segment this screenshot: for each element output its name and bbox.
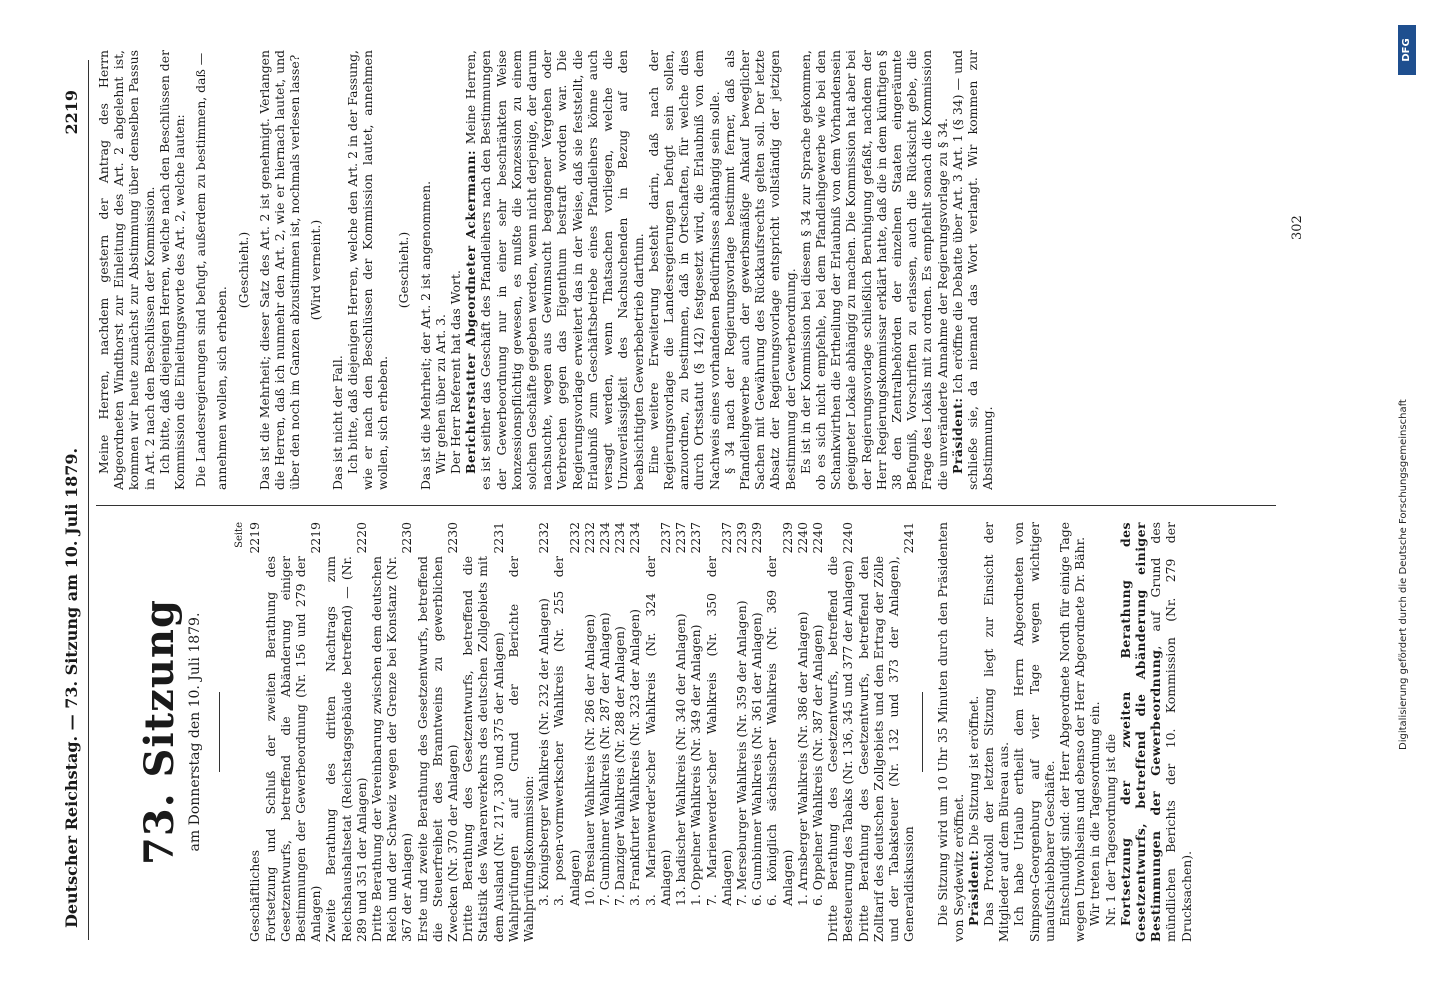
paragraph-text: (Wird verneint.) bbox=[308, 219, 324, 321]
toc-entry-title: 6. königlich sächsischer Wahlkreis (Nr. 369 der Anlagen) bbox=[764, 556, 795, 906]
speaker-name: Präsident: bbox=[949, 397, 965, 474]
speaker-name: Fortsetzung der zweiten Berathung des Gesetzentwurfs, betreffend die Abänderung einiger Bestimmungen der Gewerbeordnung bbox=[1117, 522, 1164, 942]
toc-entry bbox=[764, 522, 794, 942]
toc-entry-page: 2239 bbox=[733, 522, 749, 554]
paragraph-text: (Geschieht.) bbox=[396, 231, 412, 309]
dfg-logo: DFG bbox=[1398, 25, 1416, 75]
paragraph-text: Ich bitte, daß diejenigen Herren, welche den Art. 2 in der Fassung, wie er nach den Beschlüssen der Kommission lautet, annehmen wollen, sich erheben. bbox=[344, 50, 391, 490]
paragraph-text: Die Sitzung wird um 10 Uhr 35 Minuten durch den Präsidenten von Seydewitz eröffnet. bbox=[935, 522, 966, 942]
paragraph-text: , auf Grund des mündlichen Berichts der 10. Kommission (Nr. 279 der Drucksachen). bbox=[1148, 522, 1194, 942]
toc-entry bbox=[795, 522, 810, 942]
toc-entry-title: Dritte Berathung des Gesetzentwurfs, betreffend die Besteuerung des Tabaks (Nr. 136, 345 und 377 der Anlagen) bbox=[825, 556, 856, 942]
paragraph-text: Nr. 1 der Tagesordnung ist die bbox=[1102, 733, 1118, 926]
toc-entry-page: 2237 bbox=[718, 522, 734, 554]
body-paragraph bbox=[418, 50, 433, 490]
toc-entry-page: 2237 bbox=[688, 522, 704, 554]
toc-entry bbox=[460, 522, 506, 942]
toc-entry bbox=[263, 522, 324, 942]
toc-entry-title: 3. Königsberger Wahlkreis (Nr. 232 der Anlagen) bbox=[536, 598, 552, 906]
speaker-name: Berichterstatter Abgeordneter Ackermann: bbox=[463, 149, 479, 474]
toc-entry bbox=[536, 522, 551, 942]
toc-entry bbox=[810, 522, 825, 942]
session-title: 73. Sitzung bbox=[136, 599, 183, 865]
paragraph-text: Meine Herren, es ist seither das Geschäft des Pfandleihers nach den Bestimmungen der Gewerbeordnung nur in einer sehr beschränkten Weise konzessionspflichtig gewesen, es mußte die Konzession zu einem solchen Geschäfte gegeben werden, wenn nicht derjenige, der darum nachsuchte, wegen aus Gewinnsucht begangener Vergehen oder Verbrechen gegen das Eigenthum bestraft worden war. Die Regierungsvorlage erweitert das in der Weise, daß sie feststellt, die Erlaubniß zum Geschäftsbetriebe eines Pfandleihers könne auch versagt werden, wenn Thatsachen vorliegen, welche die Unzuverlässigkeit des Nachsuchenden in Bezug auf den beabsichtigten Gewerbebetrieb darthun. bbox=[463, 50, 646, 490]
body-paragraph bbox=[1118, 522, 1194, 942]
toc-entry-title: 7. Danziger Wahlkreis (Nr. 288 der Anlagen) bbox=[612, 626, 628, 906]
toc-entry bbox=[673, 522, 688, 942]
paragraph-text: Wir treten in die Tagesordnung ein. bbox=[1087, 701, 1103, 926]
paragraph-text: Meine Herren, nachdem gestern der Antrag des Herrn Abgeordneten Windthorst zur Einleitung des Art. 2 abgelehnt ist, kommen wir heute zunächst zur Abstimmung über denselben Passus in Art. 2 nach den Beschlüssen der Kommission. bbox=[96, 50, 157, 490]
toc-entry-page: 2230 bbox=[445, 522, 461, 554]
toc-entry-title: Geschäftliches bbox=[247, 850, 263, 942]
paragraph-text: Ich bitte, daß diejenigen Herren, welche nach den Beschlüssen der Kommission die Einleitungsworte des Art. 2, welche lauten: bbox=[156, 50, 188, 490]
toc-page-label: Seite bbox=[234, 522, 246, 548]
toc-entry-page: 2240 bbox=[809, 522, 825, 554]
body-paragraph bbox=[236, 50, 251, 490]
toc-entry-title: 1. Oppelner Wahlkreis (Nr. 349 der Anlagen) bbox=[688, 624, 704, 906]
sheet-signature: 302 bbox=[1290, 215, 1305, 240]
toc-entry-title: 7. Merseburger Wahlkreis (Nr. 359 der Anlagen) bbox=[733, 600, 749, 906]
toc-entry bbox=[582, 522, 597, 942]
body-paragraph bbox=[396, 50, 411, 490]
toc-entry-page: 2230 bbox=[399, 522, 415, 554]
toc-entry bbox=[704, 522, 734, 942]
paragraph-text: Das ist die Mehrheit; der Art. 2 ist angenommen. bbox=[417, 180, 433, 490]
toc-rule bbox=[922, 692, 923, 772]
toc-entry-page: 2240 bbox=[794, 522, 810, 554]
body-paragraph bbox=[1011, 522, 1057, 942]
paragraph-text: § 34 nach der Regierungsvorlage bestimmt ferner, daß als Pfandleihgewerbe auch der gewerbsmäßige Ankauf beweglicher Sachen mit Gewährung des Rückkaufsrechts gelten soll. Der letzte Absatz der Regierungsvorlage entspricht vollständig der jetzigen Bestimmung der Gewerbeordnung. bbox=[721, 50, 798, 490]
toc-entry-title: 6. Oppelner Wahlkreis (Nr. 387 der Anlagen) bbox=[809, 624, 825, 906]
toc-entry-page: 2239 bbox=[749, 522, 765, 554]
toc-entry-page: 2241 bbox=[901, 522, 917, 554]
toc-entry bbox=[415, 522, 461, 942]
body-paragraph bbox=[1057, 522, 1087, 942]
toc-entry bbox=[825, 522, 855, 942]
digitization-note: Digitalisierung gefördert durch die Deutsche Forschungsgemeinschaft bbox=[1398, 399, 1409, 750]
paragraph-text: Ich eröffne die Debatte über Art. 3 Art. 1 (§ 34) — und schließe sie, da niemand das Wort verlangt. Wir kommen zur Abstimmung. bbox=[949, 50, 996, 490]
paragraph-text: Ich habe Urlaub ertheilt dem Herrn Abgeordneten von Simpson-Georgenburg auf vier Tage wegen wichtiger unaufschiebbarer Geschäfte. bbox=[1011, 522, 1057, 942]
toc-entry-title: Fortsetzung und Schluß der zweiten Berathung des Gesetzentwurfs, betreffend die Abänderung einiger Bestimmungen der Gewerbeordnung (Nr. 156 und 279 der Anlagen) bbox=[262, 556, 324, 942]
toc-entry-title: 1. Arnsberger Wahlkreis (Nr. 386 der Anlagen) bbox=[794, 611, 810, 906]
toc-entry-title: 7. Gumbinner Wahlkreis (Nr. 287 der Anlagen) bbox=[597, 612, 613, 906]
toc-entry bbox=[688, 522, 703, 942]
toc-entry-title: Dritte Berathung des Gesetzentwurfs, betreffend die Statistik des Waarenverkehrs des deutschen Zollgebiets mit dem Ausland (Nr. 217, 330 und 375 der Anlagen) bbox=[460, 556, 506, 942]
body-paragraph bbox=[157, 50, 187, 490]
body-paragraph bbox=[935, 522, 965, 942]
page-number: 2219 bbox=[62, 90, 81, 135]
body-paragraph bbox=[257, 50, 303, 490]
paragraph-text: Es ist in der Kommission bei diesem § 34 zur Sprache gekommen, ob es sich nicht empfehle, bei dem Pfandleihgewerbe wie bei den Schankwirthen die Ertheilung der Erlaubniß von dem Vorhandensein geeigneter Lokale abhängig zu machen. Die Kommission hat aber bei der Regierungsvorlage schließlich Beruhigung gefaßt, nachdem der Herr Regierungskommissar erklärt hatte, daß die in dem künftigen § 38 den Zentralbehörden der einzelnen Staaten eingeräumte Befugniß, Vorschriften zu erlassen, auch die Rücksicht gebe, die Frage des Lokals mit zu ordnen. Es empfiehlt sonach die Kommission die unveränderte Annahme der Regierungsvorlage zu § 34. bbox=[797, 50, 950, 490]
toc-entry-page: 2219 bbox=[308, 522, 324, 554]
table-of-contents bbox=[247, 522, 916, 942]
toc-entry-page: 2237 bbox=[657, 522, 673, 554]
toc-entry-title: 10. Breslauer Wahlkreis (Nr. 286 der Anlagen) bbox=[581, 613, 597, 906]
paragraph-text: Die Sitzung ist eröffnet. bbox=[965, 695, 981, 850]
toc-entry bbox=[856, 522, 917, 942]
toc-entry-title: Zweite Berathung des dritten Nachtrags zum Reichshaushaltsetat (Reichstagsgebäude betreffend) — (Nr. 289 und 351 der Anlagen) bbox=[323, 556, 369, 942]
paragraph-text: (Geschieht.) bbox=[235, 231, 251, 309]
header-rule bbox=[88, 60, 89, 940]
paragraph-text: Die Landesregierungen sind befugt, außerdem zu bestimmen, daß — bbox=[193, 52, 209, 488]
speaker-name: Präsident: bbox=[965, 849, 981, 926]
toc-entry-title: Dritte Berathung des Gesetzentwurfs, betreffend den Zolltarif des deutschen Zollgebiets und den Ertrag der Zölle und der Tabaksteuer (Nr. 132 und 373 der Anlagen), Generaldiskussion bbox=[855, 556, 917, 942]
column-divider bbox=[96, 505, 1276, 506]
toc-entry bbox=[627, 522, 642, 942]
toc-entry-title: Dritte Berathung der Vereinbarung zwischen dem deutschen Reich und der Schweiz wegen der Grenze bei Konstanz (Nr. 367 der Anlagen) bbox=[369, 556, 415, 942]
body-paragraph bbox=[981, 522, 1011, 942]
toc-entry bbox=[247, 522, 262, 942]
right-column bbox=[96, 50, 1386, 490]
left-body bbox=[935, 522, 1193, 942]
toc-entry-page: 2240 bbox=[840, 522, 856, 554]
toc-entry bbox=[734, 522, 749, 942]
toc-entry-title: Wahlprüfungen auf Grund der Berichte der Wahlprüfungskommission: bbox=[505, 556, 537, 942]
body-paragraph bbox=[950, 50, 996, 490]
paragraph-text: Der Herr Referent hat das Wort. bbox=[448, 270, 464, 474]
toc-entry bbox=[551, 522, 581, 942]
body-paragraph bbox=[966, 522, 981, 942]
toc-entry-page: 2232 bbox=[566, 522, 582, 554]
left-column bbox=[96, 522, 1386, 942]
body-paragraph bbox=[1103, 522, 1118, 942]
running-header-left: Deutscher Reichstag. — 73. Sitzung am 10. Juli 1879. bbox=[62, 447, 81, 928]
paragraph-text: annehmen wollen, sich erheben. bbox=[214, 286, 230, 490]
paragraph-text: Das ist nicht der Fall. bbox=[329, 355, 345, 490]
paragraph-text: Das ist die Mehrheit; dieser Satz des Art. 2 ist genehmigt. Verlangen die Herren, daß ich nunmehr den Art. 2, wie er hiernach lautet, und über den noch im Ganzen abzustimmen ist, nochmals verlesen lasse? bbox=[256, 50, 303, 490]
body-paragraph bbox=[463, 50, 645, 490]
toc-entry bbox=[597, 522, 612, 942]
toc-entry-page: 2232 bbox=[536, 522, 552, 554]
body-paragraph bbox=[798, 50, 950, 490]
body-paragraph bbox=[308, 50, 323, 490]
body-paragraph bbox=[1087, 522, 1102, 942]
toc-entry-title: 3. Frankfurter Wahlkreis (Nr. 323 der Anlagen) bbox=[627, 608, 643, 906]
toc-entry-title: 7. Marienwerder'scher Wahlkreis (Nr. 350 der Anlagen) bbox=[703, 556, 734, 906]
toc-entry-page: 2231 bbox=[490, 522, 506, 554]
body-paragraph bbox=[433, 50, 448, 490]
body-paragraph bbox=[646, 50, 722, 490]
toc-entry-title: 3. posen-vormwerkscher Wahlkreis (Nr. 255 der Anlagen) bbox=[551, 556, 582, 906]
toc-entry bbox=[323, 522, 369, 942]
toc-entry-title: 13. badischer Wahlkreis (Nr. 340 der Anlagen) bbox=[673, 613, 689, 906]
toc-entry-title: 3. Marienwerder'scher Wahlkreis (Nr. 324 der Anlagen) bbox=[642, 556, 673, 906]
body-paragraph bbox=[345, 50, 391, 490]
toc-entry bbox=[612, 522, 627, 942]
title-rule bbox=[219, 692, 220, 772]
body-paragraph bbox=[193, 50, 208, 490]
toc-entry bbox=[643, 522, 673, 942]
paragraph-text: Eine weitere Erweiterung besteht darin, daß nach der Regierungsvorlage die Landesregierungen befugt sein sollen, anzuordnen, zu bestimmen, daß in Ortschaften, für welche dies durch Ortsstatut (§ 142) festgesetzt wird, die Erlaubniß von dem Nachweis eines vorhandenen Bedürfnisses abhängig sein solle. bbox=[645, 50, 722, 490]
paragraph-text: Das Protokoll der letzten Sitzung liegt zur Einsicht der Mitglieder auf dem Büreau aus. bbox=[980, 522, 1012, 942]
toc-entry bbox=[506, 522, 536, 942]
toc-entry-page: 2234 bbox=[612, 522, 628, 554]
toc-entry-page: 2239 bbox=[779, 522, 795, 554]
paragraph-text: Wir gehen über zu Art. 3. bbox=[432, 314, 448, 474]
toc-entry-page: 2232 bbox=[581, 522, 597, 554]
toc-entry bbox=[369, 522, 415, 942]
paragraph-text: Entschuldigt sind: der Herr Abgeordnete Nordh für einige Tage wegen Unwohlseins und ebenso der Herr Abgeordnete Dr. Bähr. bbox=[1056, 522, 1088, 942]
toc-entry bbox=[749, 522, 764, 942]
toc-entry-page: 2234 bbox=[597, 522, 613, 554]
body-paragraph bbox=[330, 50, 345, 490]
body-paragraph bbox=[214, 50, 229, 490]
session-date: am Donnerstag den 10. Juli 1879. bbox=[187, 612, 203, 852]
toc-entry-page: 2237 bbox=[673, 522, 689, 554]
body-paragraph bbox=[722, 50, 798, 490]
body-paragraph bbox=[96, 50, 157, 490]
body-paragraph bbox=[448, 50, 463, 490]
toc-entry-title: Erste und zweite Berathung des Gesetzentwurfs, betreffend die Steuerfreiheit des Branntweins zu gewerblichen Zwecken (Nr. 370 der Anlagen) bbox=[414, 556, 461, 942]
toc-entry-page: 2234 bbox=[627, 522, 643, 554]
toc-entry-page: 2220 bbox=[353, 522, 369, 554]
toc-entry-page: 2219 bbox=[247, 522, 263, 554]
toc-entry-title: 6. Gumbinner Wahlkreis (Nr. 361 der Anlagen) bbox=[749, 612, 765, 906]
